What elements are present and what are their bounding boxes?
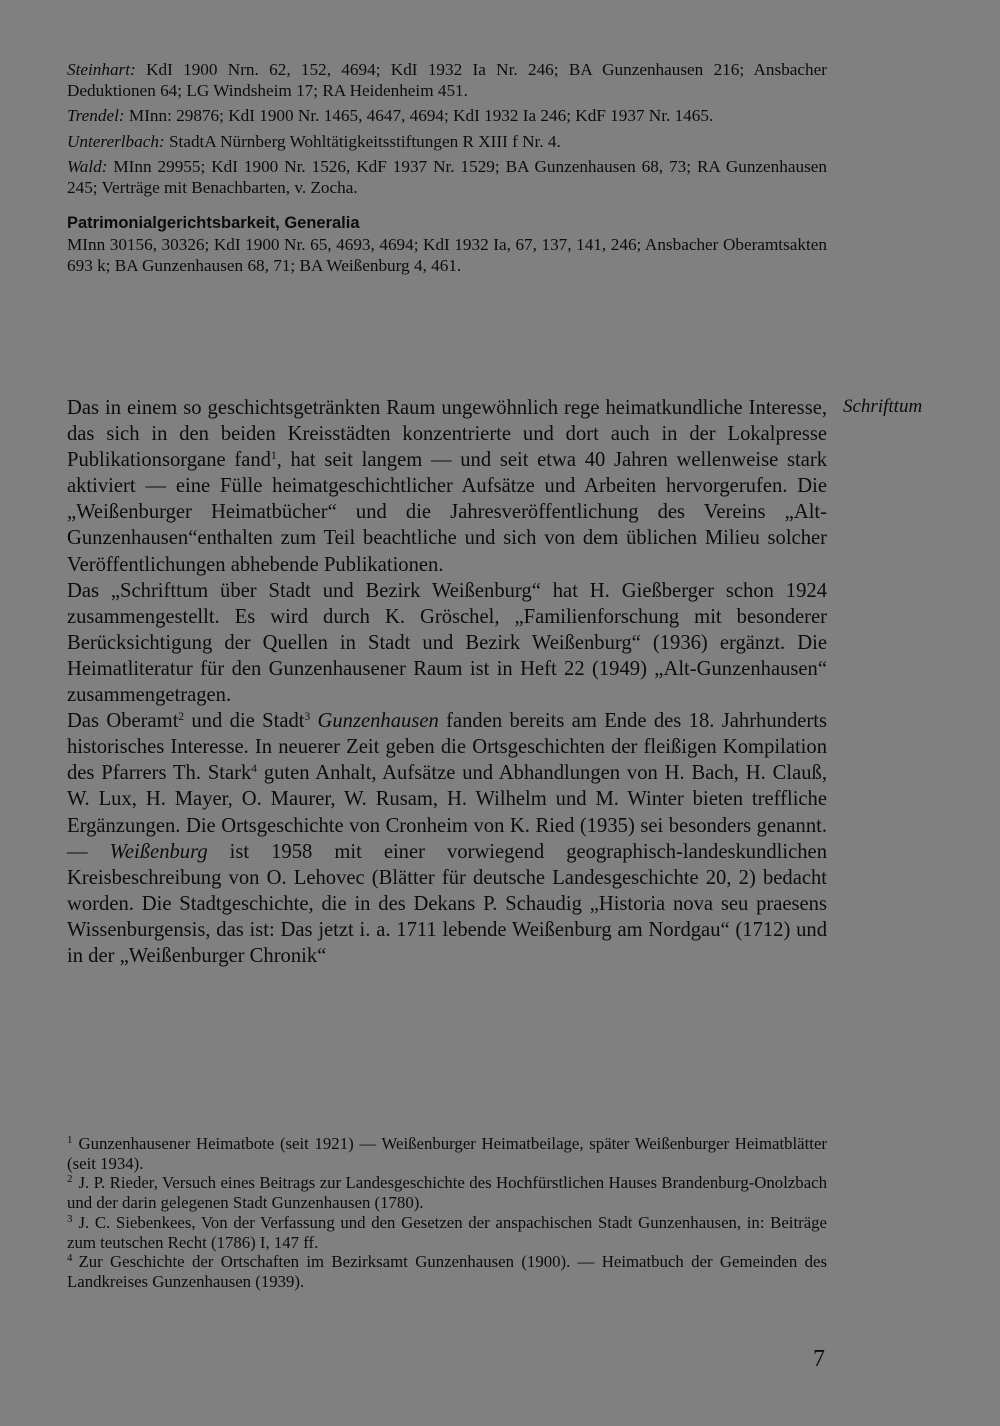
footnote [67,1173,827,1212]
footnote-text: J. P. Rieder, Versuch eines Beitrags zur Landesgeschichte des Hochfürstlichen Hauses Brandenburg-Onolzbach und der darin gelegenen Stadt Gunzenhausen (1780). [67,1173,827,1213]
source-text: MInn 29955; KdI 1900 Nr. 1526, KdF 1937 Nr. 1529; BA Gunzenhausen 68, 73; RA Gunzenhausen 245; Verträge mit Benachbarten, v. Zocha. [67,157,827,197]
paragraph: Das „Schrifttum über Stadt und Bezirk Weißenburg“ hat H. Gießberger schon 1924 zusammengestellt. Es wird durch K. Gröschel, „Familienforschung mit besonderer Berücksichtigung der Quellen in Stadt und Bezirk Weißenburg“ (1936) ergänzt. Die Heimatliteratur für den Gunzenhausener Raum ist in Heft 22 (1949) „Alt-Gunzenhausen“ zusammengetragen. [67,579,827,707]
source-label: Untererlbach: [67,131,165,151]
source-label: Steinhart: [67,60,136,79]
text-run: Das Oberamt [67,710,179,733]
text-run: guten Anhalt, Aufsätze und Abhandlungen von H. Bach, H. Clauß, W. Lux, H. Mayer, O. Maurer, W. Rusam, H. Wilhelm und M. Winter bieten treffliche Ergänzungen. Die Ortsgeschichte von Cronheim von K. Ried (1935) sei besonders genannt. — [67,762,827,863]
place-name: Gunzenhausen [317,710,439,733]
text-run: , hat seit langem — und seit etwa 40 Jahren wellenweise stark aktiviert — eine Fülle heimatgeschichtlicher Aufsätze und Arbeiten hervorgerufen. Die „Weißenburger Heimatbücher“ und die Jahresveröffentlichung des Vereins „Alt-Gunzenhausen“enthalten zum Teil beachtliche und sich von dem üblichen Milieu solcher Veröffentlichungen abhebende Publikationen. [67,449,827,576]
footnote-ref: 4 [251,763,257,776]
text-run: fanden bereits am Ende des 18. Jahrhunderts historisches Interesse. In neuerer Zeit geben die Ortsgeschichten der fleißigen Kompilation des Pfarrers Th. Stark [67,710,827,785]
source-entry [67,132,827,153]
source-label: Trendel: [67,106,125,126]
footnote-text: Gunzenhausener Heimatbote (seit 1921) — Weißenburger Heimatbeilage, später Weißenburger Heimatblätter (seit 1934). [67,1134,827,1173]
footnote-ref: 1 [270,450,277,463]
main-text [67,395,827,969]
source-entry [67,60,827,101]
source-text: MInn: 29876; KdI 1900 Nr. 1465, 4647, 4694; KdI 1932 Ia 246; KdF 1937 Nr. 1465. [124,106,714,126]
patrimonial-text: MInn 30156, 30326; KdI 1900 Nr. 65, 4693, 4694; KdI 1932 Ia, 67, 137, 141, 246; Ansbacher Oberamtsakten 693 k; BA Gunzenhausen 68, 71; BA Weißenburg 4, 461. [67,235,827,275]
footnotes [67,1134,827,1292]
text-run [310,710,317,732]
footnote-text: J. C. Siebenkees, Von der Verfassung und den Gesetzen der anspachischen Stadt Gunzenhausen, in: Beiträge zum teutschen Recht (1786) I, 147 ff. [67,1212,827,1252]
text-run: ist 1958 mit einer vorwiegend geographisch-landeskundlichen Kreisbeschreibung von O. Lehovec (Blätter für deutsche Landesgeschichte 20, 2) bedacht worden. Die Stadtgeschichte, die in des Dekans P. Schaudig „Historia nova seu praesens Wissenburgensis, das ist: Das jetzt i. a. 1711 lebende Weißenburg am Nordgau“ (1712) und in der „Weißenburger Chronik“ [67,840,827,967]
place-name: Weißenburg [109,840,208,863]
footnote-number: 1 [67,1134,73,1146]
footnote-ref: 2 [178,711,185,724]
margin-note: Schrifttum [843,396,923,417]
source-text: StadtA Nürnberg Wohltätigkeitsstiftungen R XIII f Nr. 4. [164,131,561,151]
source-entry [67,157,827,198]
patrimonial-heading: Patrimonialgerichtsbarkeit, Generalia [67,213,360,232]
page-number: 7 [813,1346,825,1372]
source-entry [67,106,827,127]
paragraph [67,395,827,578]
paragraph [67,708,827,969]
sources-section [67,60,827,281]
footnote [67,1213,827,1252]
footnote-number: 3 [67,1212,73,1225]
text-run: und die Stadt [184,710,305,733]
footnote-text: Zur Geschichte der Ortschaften im Bezirksamt Gunzenhausen (1900). — Heimatbuch der Gemeinden des Landkreises Gunzenhausen (1939). [67,1252,827,1291]
footnote-number: 2 [67,1173,73,1186]
text-run: Das in einem so geschichtsgetränkten Raum ungewöhnlich rege heimatkundliche Interesse, das sich in den beiden Kreisstädten konzentrierte und dort auch in der Lokalpresse Publikationsorgane fand [67,397,827,472]
source-label: Wald: [67,157,108,177]
footnote [67,1252,827,1291]
footnote [67,1134,827,1173]
footnote-number: 4 [67,1252,73,1265]
source-text: KdI 1900 Nrn. 62, 152, 4694; KdI 1932 Ia Nr. 246; BA Gunzenhausen 216; Ansbacher Deduktionen 64; LG Windsheim 17; RA Heidenheim 451. [67,60,827,100]
footnote-ref: 3 [304,711,311,724]
